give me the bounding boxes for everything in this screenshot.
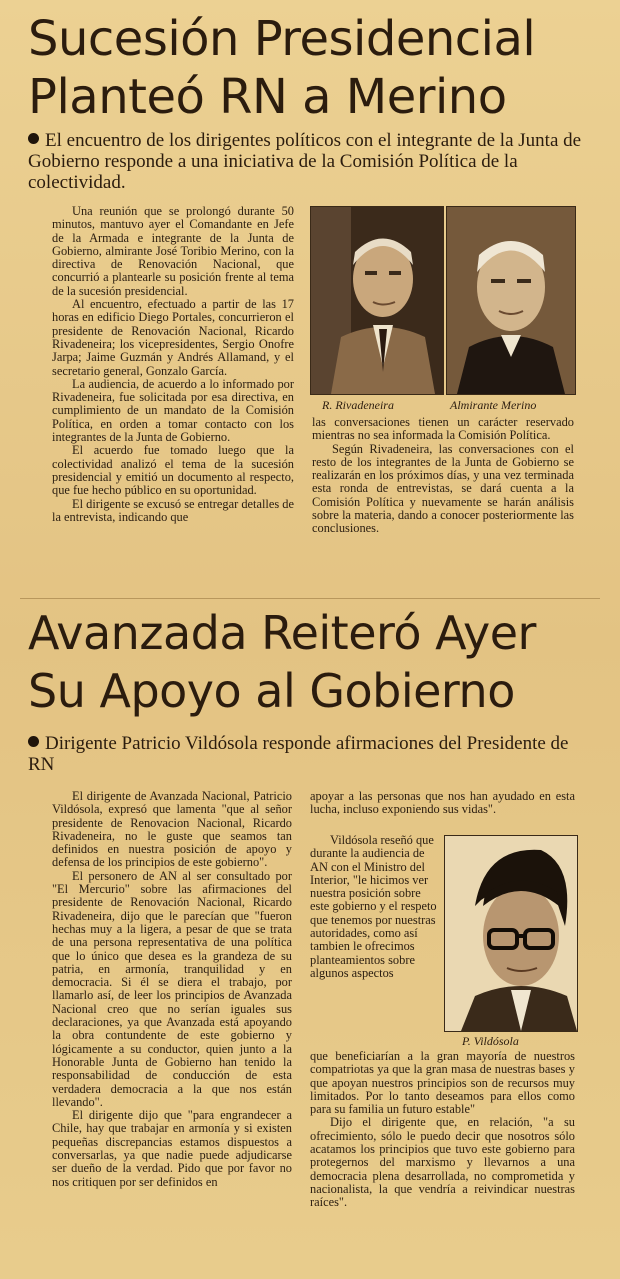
article1-deck-text: El encuentro de los dirigentes políticos con el integrante de la Junta de Gobierno responde a una iniciativa de la Comisión Política de la colectividad. — [28, 130, 582, 193]
photo-vildosola — [444, 835, 578, 1032]
article2-headline-line1: Avanzada Reiteró Ayer — [28, 606, 536, 660]
photo-merino — [446, 206, 576, 395]
caption-merino: Almirante Merino — [450, 398, 537, 412]
article2-column-2-bottom — [310, 1050, 575, 1210]
bullet-icon — [28, 736, 39, 747]
article1-headline — [28, 10, 598, 126]
caption-vildosola: P. Vildósola — [462, 1034, 519, 1048]
portrait-rivadeneira — [311, 207, 443, 394]
portrait-vildosola — [445, 836, 577, 1031]
article1-headline-line2: Planteó RN a Merino — [28, 69, 507, 125]
article1-column-1 — [52, 205, 294, 524]
article-divider — [20, 598, 600, 599]
article2-deck — [28, 733, 598, 775]
article1-column-2 — [312, 416, 574, 536]
article2-column-2-top — [310, 790, 575, 817]
paragraph: Vildósola reseñó que durante la audiencia de AN con el Ministro del Interior, "le hicimos ver nuestra posición sobre este gobierno y el respeto que tenemos por nuestras autoridades, como así tambien le ofrecimos planteamientos sobre algunos aspectos — [310, 833, 437, 980]
article2-headline-line2: Su Apoyo al Gobierno — [28, 664, 515, 718]
paragraph: El personero de AN al ser consultado por "El Mercurio" sobre las afirmaciones del presidente de Renovación Nacional, Ricardo Rivadeneira, dijo que le parecían que "fueron hechas muy a la ligera, a pesar de que se trata de una persona representativa de una política que lo único que desea es la grandeza de su patria, en armonía, tranquilidad y en democracia. Si él se diera el trabajo, por llamarlo así, de leer los principios de Avanzada Nacional creo que no serían iguales sus declaraciones, ya que Avanzada está apoyando la obra contundente de este gobierno y lógicamente a su conductor, quien junto a la Honorable Junta de Gobierno han tenido la responsabilidad de conducción de esta verdadera democracia a la que nos están llevando". — [52, 868, 292, 1109]
paragraph: Al encuentro, efectuado a partir de las 17 horas en edificio Diego Portales, concurrieron el presidente de Renovación Nacional, Ricardo Rivadeneira; los vicepresidentes, Sergio Onofre Jarpa; Jaime Guzmán y Andrés Allamand, y el secretario general, Gonzalo García. — [52, 297, 294, 378]
paragraph: las conversaciones tienen un carácter reservado mientras no sea informada la Comisión Política. — [312, 415, 574, 443]
paragraph: Según Rivadeneira, las conversaciones con el resto de los integrantes de la Junta de Gobierno se realizarán en los próximos días, y una vez terminada esta ronda de entrevistas, se dará cuenta a la Comisión Política y nuevamente se harán análisis sobre la materia, dando a conocer posteriormente las conclusiones. — [312, 441, 574, 536]
photo-rivadeneira — [310, 206, 444, 395]
paragraph: Dijo el dirigente que, en relación, "a su ofrecimiento, sólo le puedo decir que nosotros sólo acatamos los principios que tuvo este gobierno para protegernos del marxismo y llevarnos a una democracia plena desarrollada, no comprometida y nacionalista, la que vendría a reivindicar nuestras raíces". — [310, 1115, 575, 1210]
article2-headline — [28, 604, 598, 720]
paragraph: apoyar a las personas que nos han ayudado en esta lucha, incluso exponiendo sus vidas". — [310, 789, 575, 817]
paragraph: El dirigente se excusó se entregar detalles de la entrevista, indicando que — [52, 496, 294, 524]
article2-column-2-side — [310, 834, 442, 980]
paragraph: Una reunión que se prolongó durante 50 minutos, mantuvo ayer el Comandante en Jefe de la Armada e integrante de la Junta de Gobierno, almirante José Toribio Merino, con la directiva de Renovación Nacional, que concurrió a plantearle su posición frente al tema de la sucesión presidencial. — [52, 204, 294, 298]
paragraph: El dirigente dijo que "para engrandecer a Chile, hay que trabajar en armonía y si existen pequeñas discrepancias estamos dispuestos a conversarlas, ya que nadie puede adjudicarse ser dueño de la verdad. Pido que por favor no nos critiquen por ser definidos en — [52, 1108, 292, 1189]
article2-deck-text: Dirigente Patricio Vildósola responde afirmaciones del Presidente de RN — [28, 733, 569, 775]
article1-headline-line1: Sucesión Presidencial — [28, 11, 536, 67]
paragraph: que beneficiarían a la gran mayoría de nuestros compatriotas ya que la gran masa de nuestras bases y que apoyan nuestros principios son de recursos muy limitados. Por lo tanto deseamos para ellos como para su familia un futuro estable" — [310, 1049, 575, 1117]
paragraph: La audiencia, de acuerdo a lo informado por Rivadeneira, fue solicitada por esa directiva, en cumplimiento de un mandato de la Comisión Política, en orden a tomar contacto con los integrantes de la Junta de Gobierno. — [52, 376, 294, 445]
paragraph: El acuerdo fue tomado luego que la colectividad analizó el tema de la sucesión presidencial y emitió un documento al respecto, que fue hecho público en su oportunidad. — [52, 443, 294, 498]
article2-column-1 — [52, 790, 292, 1189]
portrait-merino — [447, 207, 575, 394]
paragraph: El dirigente de Avanzada Nacional, Patricio Vildósola, expresó que lamenta "que al señor presidente de Renovacion Nacional, Ricardo Rivadeneira, no le guste que seamos tan definidos en nuestra posición de apoyo y defensa de los principios de este gobierno". — [52, 789, 292, 870]
bullet-icon — [28, 133, 39, 144]
article1-deck — [28, 130, 598, 193]
caption-rivadeneira: R. Rivadeneira — [322, 398, 394, 412]
